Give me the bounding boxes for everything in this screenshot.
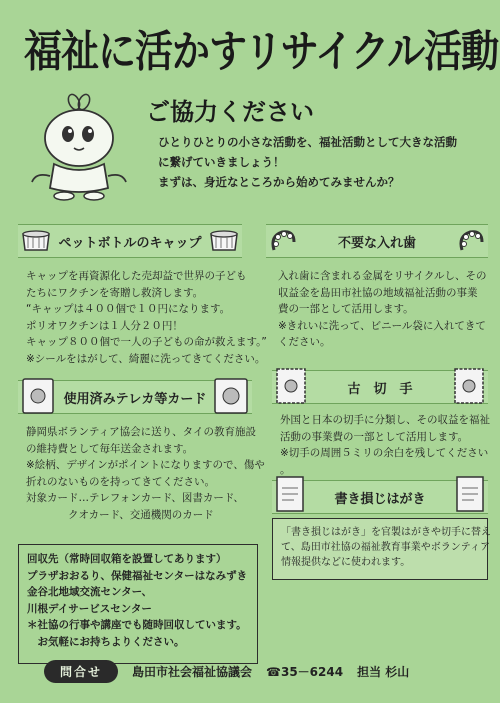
stamps-body: [280, 412, 490, 478]
telephone-card-icon: [212, 376, 250, 416]
stamps-line: ※切手の周囲５ミリの余白を残してください: [280, 447, 489, 459]
stamps-line: 活動の事業費の一部として活用します。: [280, 430, 469, 443]
stamp-icon: [452, 366, 486, 406]
cap-line: ※シールをはがして、綺麗に洗ってきてください。: [26, 352, 266, 365]
contact-bar: [44, 658, 474, 684]
collection-line: 川根デイサービスセンター: [27, 602, 152, 615]
dentures-heading-text: 不要な入れ歯: [337, 235, 416, 251]
postcards-body: [272, 518, 491, 580]
denture-icon: [456, 226, 486, 256]
contact-org: 島田市社会福祉協議会: [132, 664, 253, 679]
postcard-icon: [274, 474, 306, 514]
cap-line: キャップ８００個で一人の子どもの命が救えます。”: [26, 336, 267, 348]
dentures-body: [278, 268, 488, 351]
stamp-icon: [274, 366, 308, 406]
denture-icon: [268, 226, 298, 256]
intro-text: [158, 132, 488, 192]
stamps-line: 。: [280, 463, 291, 476]
contact-person: 担当 杉山: [357, 664, 410, 679]
dentures-line: 収益金を島田市社協の地域福祉活動の事業: [278, 286, 478, 299]
cap-heading-text: ペットボトルのキャップ: [58, 235, 202, 251]
telecard-body: [26, 424, 265, 523]
stamps-heading-text: 古 切 手: [347, 381, 413, 397]
flyer-page: [6, 6, 499, 697]
telecard-line: 対象カード…テレフォンカード、図書カード、: [26, 492, 244, 504]
intro-line: ひとりひとりの小さな活動を、福祉活動として大きな活動: [158, 135, 457, 149]
main-title: 福祉に活かすリサイクル活動: [24, 26, 499, 77]
cap-line: たちにワクチンを寄贈し救済します。: [26, 286, 204, 299]
telephone-card-icon: [20, 376, 56, 416]
dentures-line: 入れ歯に含まれる金属をリサイクルし、その: [278, 270, 487, 282]
bottle-cap-icon: [208, 228, 240, 254]
cap-line: キャップを再資源化した売却益で世界の子ども: [26, 270, 247, 282]
contact-phone: ☎35－6244: [266, 664, 344, 679]
telecard-line: 折れのないものを持ってきてください。: [26, 475, 215, 488]
postcard-icon: [454, 474, 486, 514]
telecard-heading-text: 使用済みテレカ等カード: [63, 391, 207, 407]
dentures-line: 費の一部として活用します。: [278, 303, 414, 315]
telecard-line: の維持費として毎年送金されます。: [26, 442, 194, 455]
postcards-line: 情報提供などに使われます。: [281, 557, 411, 568]
intro-line: に繋げていきましょう！: [158, 155, 285, 169]
cap-line: “キャップは４００個で１０円になります。: [26, 303, 231, 315]
dentures-line: ※きれいに洗って、ビニール袋に入れてきて: [278, 319, 486, 332]
telecard-line: 静岡県ボランティア協会に送り、タイの教育施設: [26, 426, 256, 438]
mascot-illustration: [24, 88, 134, 208]
cap-line: ポリオワクチンは１人分２０円！: [26, 319, 183, 332]
stamps-line: 外国と日本の切手に分類し、その収益を福祉: [280, 414, 490, 426]
postcards-line: て、島田市社協の福祉教育事業やボランティア: [281, 542, 490, 553]
telecard-line: クオカード、交通機関のカード: [26, 508, 214, 521]
collection-line: お気軽にお持ちよりください。: [27, 635, 185, 648]
postcards-line: 「書き損じはがき」を官製はがきや切手に替え: [281, 527, 491, 538]
collection-points-box: [18, 544, 258, 664]
telecard-line: ※絵柄、デザインがポイントになりますので、傷や: [26, 459, 265, 471]
collection-line: プラザおおるり、保健福祉センターはなみずき: [27, 569, 248, 582]
postcards-heading-text: 書き損じはがき: [334, 491, 426, 507]
dentures-section-heading: [266, 224, 488, 258]
collection-line: ＊社協の行事や講座でも随時回収しています。: [27, 619, 247, 631]
collection-line: 回収先（常時回収箱を設置してあります）: [27, 553, 227, 565]
subtitle: ご協力ください: [146, 98, 314, 126]
bottle-cap-icon: [20, 228, 52, 254]
contact-label: 問合せ: [44, 660, 118, 683]
collection-line: 金谷北地域交流センター、: [27, 586, 153, 598]
dentures-line: ください。: [278, 336, 331, 348]
intro-line: まずは、身近なところから始めてみませんか？: [158, 175, 400, 189]
cap-body: [26, 268, 267, 367]
